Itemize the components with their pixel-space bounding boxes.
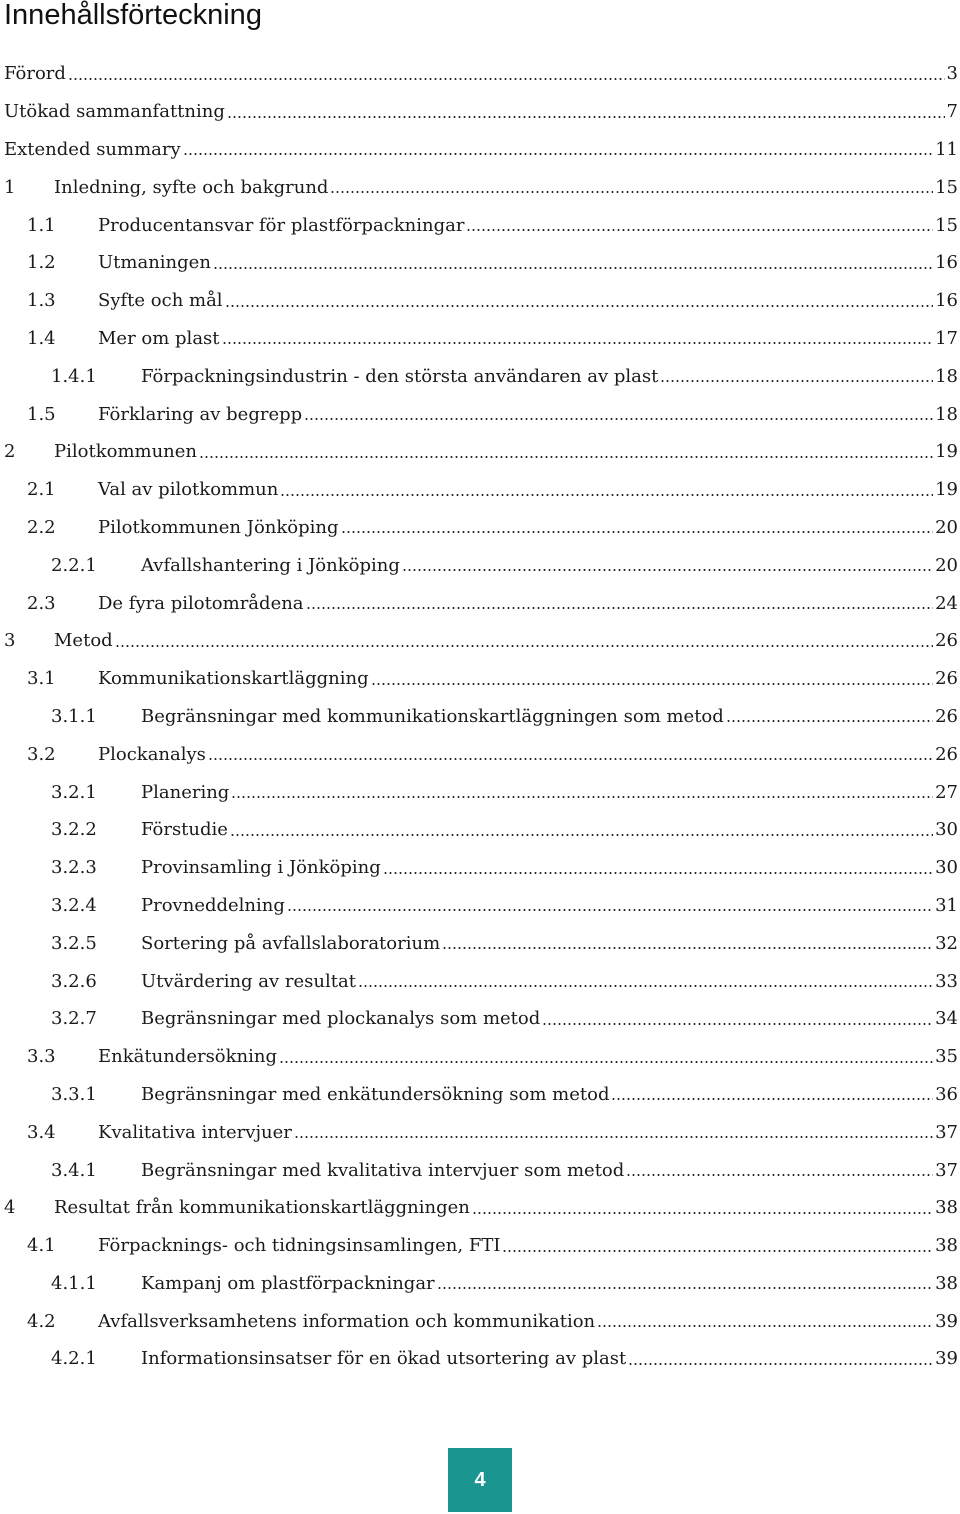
toc-entry-number: 3.2.6 [51, 970, 97, 992]
toc-entry-page: 38 [935, 1235, 958, 1257]
toc-entry-label: Utökad sammanfattning [4, 101, 225, 123]
toc-entry-number: 1.4 [27, 327, 56, 349]
toc-dot-leader [442, 946, 933, 950]
toc-entry-label: Provinsamling i Jönköping [141, 857, 381, 879]
toc-entry-label: Pilotkommunen [54, 441, 198, 463]
toc-dot-leader [183, 152, 933, 156]
toc-entry-page: 26 [935, 630, 958, 652]
toc-entry[interactable] [0, 698, 960, 736]
toc-dot-leader [294, 1135, 933, 1139]
toc-dot-leader [199, 455, 933, 459]
toc-entry-number: 4.2.1 [51, 1348, 97, 1370]
toc-entry-page: 39 [935, 1348, 958, 1370]
toc-entry-number: 3.3.1 [51, 1083, 97, 1105]
toc-entry[interactable] [0, 811, 960, 849]
toc-dot-leader [726, 719, 933, 723]
toc-entry[interactable] [0, 887, 960, 925]
toc-dot-leader [330, 190, 933, 194]
toc-entry[interactable] [0, 849, 960, 887]
toc-entry[interactable] [0, 1265, 960, 1303]
toc-dot-leader [628, 1362, 933, 1366]
page-number-badge: 4 [448, 1448, 512, 1512]
toc-entry[interactable] [0, 93, 960, 131]
toc-entry-number: 2.2 [27, 516, 56, 538]
toc-entry-number: 2.1 [27, 479, 56, 501]
toc-entry[interactable] [0, 206, 960, 244]
toc-entry[interactable] [0, 584, 960, 622]
toc-entry[interactable] [0, 1113, 960, 1151]
toc-entry-page: 19 [935, 479, 958, 501]
toc-entry[interactable] [0, 1151, 960, 1189]
toc-entry-label: Inledning, syfte och bakgrund [54, 176, 329, 198]
toc-entry-page: 33 [935, 970, 958, 992]
toc-entry-label: Kvalitativa intervjuer [98, 1121, 292, 1143]
toc-entry-number: 3.1 [27, 668, 56, 690]
toc-entry-number: 1.2 [27, 252, 56, 274]
toc-entry-number: 3.2.3 [51, 857, 97, 879]
toc-entry-label: Syfte och mål [98, 290, 223, 312]
toc-entry-number: 3.4.1 [51, 1159, 97, 1181]
toc-entry-label: Producentansvar för plastförpackningar [98, 214, 465, 236]
toc-dot-leader [287, 908, 933, 912]
toc-dot-leader [222, 341, 934, 345]
toc-entry-page: 38 [935, 1197, 958, 1219]
toc-entry-label: Förpacknings- och tidningsinsamlingen, FTI [98, 1235, 501, 1257]
toc-entry[interactable] [0, 131, 960, 169]
toc-entry-page: 26 [935, 705, 958, 727]
toc-entry-page: 37 [935, 1121, 958, 1143]
toc-entry-label: Begränsningar med enkätundersökning som metod [141, 1083, 610, 1105]
toc-dot-leader [383, 871, 933, 875]
toc-dot-leader [279, 1060, 933, 1064]
toc-dot-leader [341, 530, 934, 534]
toc-entry[interactable] [0, 546, 960, 584]
toc-entry-number: 4 [4, 1197, 16, 1219]
toc-dot-leader [225, 304, 934, 308]
toc-dot-leader [68, 77, 945, 81]
toc-entry[interactable] [0, 660, 960, 698]
toc-entry-label: Utmaningen [98, 252, 211, 274]
toc-entry-number: 1.3 [27, 290, 56, 312]
toc-entry-page: 30 [935, 857, 958, 879]
toc-entry-label: Avfallsverksamhetens information och kommunikation [98, 1310, 596, 1332]
toc-dot-leader [502, 1249, 933, 1253]
toc-entry-page: 18 [935, 403, 958, 425]
toc-dot-leader [597, 1324, 933, 1328]
toc-entry-label: Förstudie [141, 819, 228, 841]
toc-entry-page: 20 [935, 516, 958, 538]
toc-entry-number: 1.5 [27, 403, 56, 425]
toc-entry-number: 3.2.2 [51, 819, 97, 841]
toc-dot-leader [115, 644, 933, 648]
toc-entry-label: Kampanj om plastförpackningar [141, 1272, 435, 1294]
toc-entry-number: 3.2.7 [51, 1008, 97, 1030]
toc-entry-number: 2.2.1 [51, 554, 97, 576]
toc-entry[interactable] [0, 735, 960, 773]
toc-entry-number: 2 [4, 441, 16, 463]
toc-entry-page: 36 [935, 1083, 958, 1105]
toc-entry-page: 11 [935, 138, 958, 160]
toc-entry-page: 17 [935, 327, 958, 349]
toc-entry[interactable] [0, 1302, 960, 1340]
toc-entry-page: 37 [935, 1159, 958, 1181]
toc-dot-leader [231, 795, 933, 799]
toc-entry[interactable] [0, 395, 960, 433]
toc-entry-page: 26 [935, 668, 958, 690]
toc-entry-label: Förord [4, 63, 66, 85]
toc-entry-number: 3.4 [27, 1121, 56, 1143]
toc-entry-label: Provneddelning [141, 894, 285, 916]
toc-entry-label: Utvärdering av resultat [141, 970, 356, 992]
toc-entry-label: Planering [141, 781, 230, 803]
toc-dot-leader [660, 379, 933, 383]
toc-entry-page: 19 [935, 441, 958, 463]
toc-entry[interactable] [0, 1340, 960, 1378]
toc-dot-leader [542, 1022, 933, 1026]
toc-entry-number: 3.2 [27, 743, 56, 765]
toc-entry-page: 18 [935, 365, 958, 387]
toc-entry[interactable] [0, 962, 960, 1000]
toc-entry-label: Informationsinsatser för en ökad utsortering av plast [141, 1348, 627, 1370]
toc-entry-page: 31 [935, 894, 958, 916]
toc-entry[interactable] [0, 320, 960, 358]
toc-dot-leader [208, 757, 933, 761]
toc-entry-number: 1 [4, 176, 16, 198]
toc-entry-page: 24 [935, 592, 958, 614]
toc-entry-label: Förklaring av begrepp [98, 403, 303, 425]
toc-entry-number: 2.3 [27, 592, 56, 614]
toc-entry-page: 26 [935, 743, 958, 765]
toc-entry-number: 3.2.4 [51, 894, 97, 916]
toc-entry-page: 16 [935, 252, 958, 274]
table-of-contents [0, 55, 960, 1378]
toc-entry[interactable] [0, 1189, 960, 1227]
page-title: Innehållsförteckning [4, 0, 262, 31]
toc-entry[interactable] [0, 168, 960, 206]
toc-entry-number: 1.1 [27, 214, 56, 236]
toc-entry-label: Extended summary [4, 138, 181, 160]
toc-entry-number: 4.1.1 [51, 1272, 97, 1294]
toc-entry[interactable] [0, 471, 960, 509]
toc-entry-number: 4.2 [27, 1310, 56, 1332]
toc-dot-leader [371, 682, 933, 686]
toc-entry-label: Sortering på avfallslaboratorium [141, 932, 441, 954]
toc-entry-page: 35 [935, 1046, 958, 1068]
toc-entry[interactable] [0, 433, 960, 471]
toc-dot-leader [227, 115, 945, 119]
toc-entry-number: 3.2.1 [51, 781, 97, 803]
toc-entry-page: 34 [935, 1008, 958, 1030]
toc-entry-number: 1.4.1 [51, 365, 97, 387]
toc-entry[interactable] [0, 55, 960, 93]
toc-entry-label: Val av pilotkommun [98, 479, 279, 501]
toc-dot-leader [280, 493, 933, 497]
toc-entry-label: Plockanalys [98, 743, 206, 765]
toc-dot-leader [213, 266, 933, 270]
toc-entry-label: Förpackningsindustrin - den största användaren av plast [141, 365, 659, 387]
toc-dot-leader [466, 228, 933, 232]
toc-dot-leader [358, 984, 933, 988]
toc-dot-leader [472, 1211, 933, 1215]
toc-dot-leader [437, 1286, 933, 1290]
toc-entry-page: 20 [935, 554, 958, 576]
toc-entry-page: 15 [935, 214, 958, 236]
toc-entry-number: 3.2.5 [51, 932, 97, 954]
toc-entry-page: 30 [935, 819, 958, 841]
toc-entry[interactable] [0, 773, 960, 811]
toc-dot-leader [402, 568, 933, 572]
toc-entry-page: 38 [935, 1272, 958, 1294]
toc-entry[interactable] [0, 622, 960, 660]
toc-dot-leader [611, 1097, 933, 1101]
toc-entry[interactable] [0, 244, 960, 282]
toc-entry-page: 7 [946, 101, 958, 123]
toc-entry-page: 16 [935, 290, 958, 312]
toc-entry-label: Kommunikationskartläggning [98, 668, 369, 690]
toc-dot-leader [304, 417, 933, 421]
toc-entry[interactable] [0, 924, 960, 962]
toc-entry-label: Begränsningar med kvalitativa intervjuer som metod [141, 1159, 625, 1181]
toc-entry[interactable] [0, 1227, 960, 1265]
toc-entry[interactable] [0, 357, 960, 395]
toc-entry-page: 27 [935, 781, 958, 803]
toc-entry-number: 3.1.1 [51, 705, 97, 727]
toc-entry[interactable] [0, 1038, 960, 1076]
toc-entry-number: 3.3 [27, 1046, 56, 1068]
toc-entry-label: Resultat från kommunikationskartläggningen [54, 1197, 470, 1219]
toc-entry-label: Metod [54, 630, 113, 652]
toc-entry-label: Pilotkommunen Jönköping [98, 516, 339, 538]
toc-entry-label: Begränsningar med kommunikationskartläggningen som metod [141, 705, 724, 727]
toc-entry-page: 32 [935, 932, 958, 954]
toc-entry-label: Avfallshantering i Jönköping [141, 554, 400, 576]
toc-entry[interactable] [0, 509, 960, 547]
toc-entry-label: Begränsningar med plockanalys som metod [141, 1008, 541, 1030]
toc-entry-label: Mer om plast [98, 327, 220, 349]
toc-entry[interactable] [0, 1000, 960, 1038]
toc-entry-number: 4.1 [27, 1235, 56, 1257]
toc-entry-number: 3 [4, 630, 16, 652]
toc-entry-page: 15 [935, 176, 958, 198]
toc-entry-label: De fyra pilotområdena [98, 592, 304, 614]
toc-entry[interactable] [0, 282, 960, 320]
toc-entry[interactable] [0, 1076, 960, 1114]
toc-dot-leader [626, 1173, 933, 1177]
toc-entry-page: 39 [935, 1310, 958, 1332]
toc-entry-page: 3 [946, 63, 958, 85]
toc-dot-leader [230, 833, 933, 837]
toc-dot-leader [306, 606, 934, 610]
toc-entry-label: Enkätundersökning [98, 1046, 278, 1068]
